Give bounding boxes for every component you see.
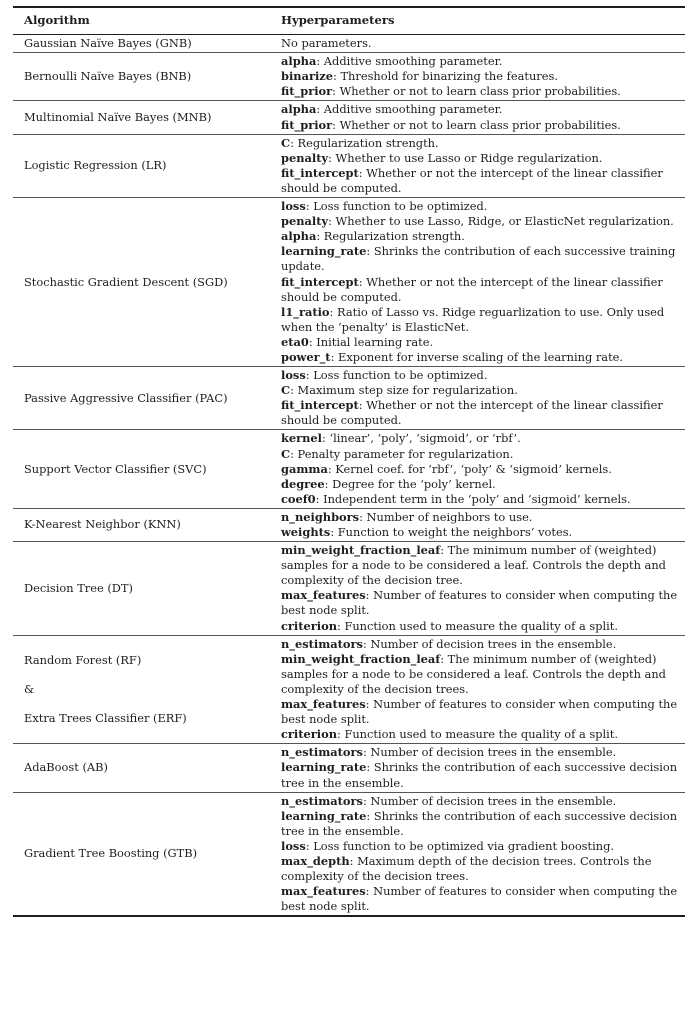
- hyperparameter-entry: [281, 697, 685, 727]
- hyperparameter-description: : Number of features to consider when computing the best node split.: [281, 884, 678, 914]
- hyperparameter-entry: [281, 760, 685, 790]
- hyperparameter-description: : Whether or not to learn class prior probabilities.: [332, 84, 621, 99]
- table-row: [13, 101, 685, 134]
- table-row: [13, 508, 685, 541]
- hyperparameter-name: fit_prior: [281, 84, 333, 99]
- hyperparameter-description: : ‘linear’, ‘poly’, ‘sigmoid’, or ‘rbf’.: [322, 431, 521, 446]
- hyperparameter-description: : Whether or not the intercept of the linear classifier should be computed.: [281, 398, 663, 428]
- algorithm-cell: [13, 53, 269, 101]
- table-row: [13, 744, 685, 792]
- hyperparameter-entry: [281, 350, 685, 365]
- hyperparameter-entry: [281, 492, 685, 507]
- hyperparameter-description: : Maximum step size for regularization.: [290, 383, 518, 398]
- hyperparameter-description: : Exponent for inverse scaling of the learning rate.: [330, 349, 624, 364]
- hyperparameter-description: : Number of features to consider when computing the best node split.: [281, 697, 678, 727]
- table-row: [13, 792, 685, 916]
- algorithm-name: Extra Trees Classifier (ERF): [24, 711, 187, 726]
- hyperparameter-description: : Kernel coef. for ‘rbf’, ‘poly’ & ‘sigmoid’ kernels.: [327, 461, 612, 476]
- hyperparameter-entry: [281, 727, 685, 742]
- algorithm-cell: [13, 198, 269, 367]
- hyperparameter-name: weights: [281, 525, 331, 539]
- hyperparameter-entry: [281, 84, 685, 99]
- table-row: [13, 367, 685, 430]
- hyperparameter-name: kernel: [281, 431, 322, 446]
- hyperparameter-name: learning_rate: [281, 244, 367, 259]
- hyperparameter-description: No parameters.: [281, 36, 372, 51]
- hyperparameter-name: C: [281, 383, 291, 398]
- hyperparameter-name: criterion: [281, 618, 337, 633]
- algorithm-name: Gradient Tree Boosting (GTB): [24, 846, 198, 861]
- hyperparameter-description: : Number of neighbors to use.: [359, 509, 533, 524]
- hyperparameter-name: loss: [281, 838, 306, 853]
- hyperparameter-description: : Loss function to be optimized via gradient boosting.: [305, 838, 614, 853]
- hyperparameter-description: : The minimum number of (weighted) samples for a node to be considered a leaf. Controls the depth and complexity of the decision trees.: [281, 651, 666, 696]
- hyperparameter-name: n_estimators: [281, 636, 363, 651]
- algorithm-name: K-Nearest Neighbor (KNN): [24, 517, 181, 532]
- hyperparameter-name: criterion: [281, 727, 337, 742]
- table-row: [13, 35, 685, 53]
- hyperparameter-description: : Independent term in the ‘poly’ and ‘sigmoid’ kernels.: [315, 491, 631, 506]
- hyperparameter-description: : Shrinks the contribution of each successive decision tree in the ensemble.: [281, 808, 678, 838]
- hyperparameters-cell: [269, 542, 685, 636]
- hyperparameter-name: degree: [281, 476, 325, 491]
- hyperparameter-name: loss: [281, 368, 306, 383]
- hyperparameter-entry: [281, 619, 685, 634]
- algorithm-name: Decision Tree (DT): [24, 580, 133, 595]
- hyperparameters-cell: [269, 508, 685, 541]
- algorithm-cell: [13, 367, 269, 430]
- hyperparameter-description: : Additive smoothing parameter.: [316, 102, 503, 117]
- hyperparameters-cell: [269, 53, 685, 101]
- algorithm-name: Support Vector Classifier (SVC): [24, 461, 207, 476]
- hyperparameters-cell: [269, 367, 685, 430]
- algorithm-column-header: Algorithm: [13, 7, 269, 35]
- hyperparameter-entry: [281, 525, 685, 540]
- hyperparameters-cell: [269, 744, 685, 792]
- hyperparameter-entry: [281, 136, 685, 151]
- hyperparameter-entry: [281, 54, 685, 69]
- hyperparameter-entry: [281, 884, 685, 914]
- hyperparameter-description: : Regularization strength.: [316, 229, 465, 244]
- hyperparameter-name: coef0: [281, 491, 316, 506]
- hyperparameter-description: : Whether to use Lasso or Ridge regularization.: [328, 150, 603, 165]
- hyperparameter-description: : The minimum number of (weighted) samples for a node to be considered a leaf. Controls the depth and complexity of the decision tree.: [281, 543, 666, 588]
- table-row: [13, 134, 685, 197]
- hyperparameters-cell: [269, 430, 685, 508]
- hyperparameter-entry: [281, 839, 685, 854]
- hyperparameter-entry: [281, 166, 685, 196]
- hyperparameter-entry: [281, 652, 685, 697]
- hyperparameter-description: : Function used to measure the quality of a split.: [336, 618, 618, 633]
- hyperparameter-name: eta0: [281, 334, 309, 349]
- hyperparameter-description: : Penalty parameter for regularization.: [290, 446, 514, 461]
- hyperparameter-entry: [281, 36, 685, 51]
- algorithm-name: Stochastic Gradient Descent (SGD): [24, 274, 228, 289]
- hyperparameter-table: [13, 6, 685, 917]
- hyperparameter-entry: [281, 447, 685, 462]
- hyperparameter-description: : Ratio of Lasso vs. Ridge reguarlization to use. Only used when the ‘penalty’ is ElasticNet.: [281, 304, 665, 334]
- hyperparameter-name: alpha: [281, 229, 317, 244]
- hyperparameter-description: : Number of features to consider when computing the best node split.: [281, 588, 678, 618]
- hyperparameter-entry: [281, 398, 685, 428]
- hyperparameter-name: fit_intercept: [281, 398, 359, 413]
- algorithm-cell: [13, 792, 269, 916]
- hyperparameters-column-header: Hyperparameters: [269, 7, 685, 35]
- hyperparameter-name: learning_rate: [281, 760, 367, 775]
- hyperparameter-name: max_features: [281, 697, 366, 712]
- algorithm-cell: [13, 101, 269, 134]
- hyperparameter-name: fit_prior: [281, 117, 333, 132]
- algorithm-name: Bernoulli Naïve Bayes (BNB): [24, 69, 192, 84]
- hyperparameter-description: : Whether or not to learn class prior probabilities.: [332, 117, 621, 132]
- hyperparameter-entry: [281, 118, 685, 133]
- algorithm-cell: [13, 134, 269, 197]
- hyperparameter-entry: [281, 229, 685, 244]
- hyperparameter-entry: [281, 199, 685, 214]
- hyperparameter-entry: [281, 244, 685, 274]
- hyperparameter-name: alpha: [281, 54, 317, 69]
- table-row: [13, 635, 685, 744]
- hyperparameter-description: : Threshold for binarizing the features.: [333, 69, 558, 84]
- hyperparameter-name: min_weight_fraction_leaf: [281, 651, 441, 666]
- hyperparameter-entry: [281, 275, 685, 305]
- hyperparameter-name: max_depth: [281, 853, 350, 868]
- table-row: [13, 542, 685, 636]
- table-row: [13, 430, 685, 508]
- hyperparameter-name: loss: [281, 199, 306, 214]
- hyperparameter-description: : Function to weight the neighbors’ votes.: [330, 525, 573, 539]
- hyperparameter-entry: [281, 305, 685, 335]
- hyperparameter-description: : Loss function to be optimized.: [305, 199, 488, 214]
- hyperparameter-name: fit_intercept: [281, 165, 359, 180]
- hyperparameter-name: min_weight_fraction_leaf: [281, 543, 441, 558]
- hyperparameter-description: : Initial learning rate.: [308, 334, 434, 349]
- hyperparameter-entry: [281, 383, 685, 398]
- hyperparameter-name: C: [281, 135, 291, 150]
- hyperparameter-entry: [281, 214, 685, 229]
- algorithm-name: &: [24, 681, 35, 696]
- hyperparameter-entry: [281, 510, 685, 525]
- hyperparameter-name: learning_rate: [281, 808, 367, 823]
- hyperparameters-cell: [269, 35, 685, 53]
- algorithm-name: Logistic Regression (LR): [24, 158, 167, 173]
- algorithm-name: Gaussian Naïve Bayes (GNB): [24, 36, 192, 51]
- algorithm-cell: [13, 430, 269, 508]
- hyperparameter-description: : Maximum depth of the decision trees. Controls the complexity of the decision trees.: [281, 853, 652, 884]
- hyperparameter-name: penalty: [281, 150, 329, 165]
- hyperparameter-description: : Degree for the ‘poly’ kernel.: [324, 476, 496, 491]
- algorithm-cell: [13, 35, 269, 53]
- hyperparameter-entry: [281, 69, 685, 84]
- hyperparameter-entry: [281, 588, 685, 618]
- table-body: [13, 35, 685, 917]
- hyperparameter-description: : Loss function to be optimized.: [305, 368, 488, 383]
- algorithm-cell: [13, 744, 269, 792]
- hyperparameter-name: binarize: [281, 69, 333, 84]
- hyperparameters-cell: [269, 101, 685, 134]
- table-row: [13, 53, 685, 101]
- hyperparameter-entry: [281, 809, 685, 839]
- hyperparameter-description: : Number of decision trees in the ensemble.: [362, 793, 617, 808]
- hyperparameter-description: : Number of decision trees in the ensemble.: [362, 636, 617, 651]
- hyperparameter-description: : Number of decision trees in the ensemble.: [362, 745, 617, 760]
- hyperparameters-cell: [269, 792, 685, 916]
- hyperparameter-name: n_estimators: [281, 745, 363, 760]
- hyperparameters-cell: [269, 198, 685, 367]
- hyperparameter-description: : Additive smoothing parameter.: [316, 54, 503, 69]
- hyperparameter-description: : Function used to measure the quality of a split.: [336, 727, 618, 742]
- hyperparameter-entry: [281, 854, 685, 884]
- hyperparameter-entry: [281, 431, 685, 446]
- hyperparameter-name: power_t: [281, 349, 331, 364]
- hyperparameter-description: : Regularization strength.: [290, 135, 439, 150]
- hyperparameter-entry: [281, 794, 685, 809]
- hyperparameter-description: : Shrinks the contribution of each successive decision tree in the ensemble.: [281, 760, 678, 790]
- hyperparameter-name: penalty: [281, 214, 329, 229]
- hyperparameter-entry: [281, 151, 685, 166]
- algorithm-name: Multinomial Naïve Bayes (MNB): [24, 110, 212, 125]
- algorithm-name: Random Forest (RF): [24, 652, 142, 667]
- hyperparameter-entry: [281, 102, 685, 117]
- algorithm-name: Passive Aggressive Classifier (PAC): [24, 390, 228, 405]
- algorithm-cell: [13, 508, 269, 541]
- hyperparameter-entry: [281, 477, 685, 492]
- hyperparameter-description: : Whether or not the intercept of the linear classifier should be computed.: [281, 274, 663, 304]
- hyperparameter-entry: [281, 368, 685, 383]
- hyperparameter-description: : Whether or not the intercept of the linear classifier should be computed.: [281, 165, 663, 195]
- hyperparameter-name: max_features: [281, 588, 366, 603]
- table-header-row: [13, 7, 685, 35]
- hyperparameter-name: C: [281, 446, 291, 461]
- hyperparameter-entry: [281, 462, 685, 477]
- algorithm-cell: [13, 542, 269, 636]
- hyperparameter-name: gamma: [281, 461, 328, 476]
- table-row: [13, 198, 685, 367]
- hyperparameter-name: l1_ratio: [281, 304, 330, 319]
- algorithm-name: AdaBoost (AB): [24, 760, 108, 775]
- hyperparameter-description: : Whether to use Lasso, Ridge, or ElasticNet regularization.: [328, 214, 674, 229]
- algorithm-cell: [13, 635, 269, 744]
- hyperparameter-name: fit_intercept: [281, 274, 359, 289]
- hyperparameters-cell: [269, 635, 685, 744]
- hyperparameter-entry: [281, 543, 685, 588]
- hyperparameter-name: alpha: [281, 102, 317, 117]
- hyperparameter-entry: [281, 637, 685, 652]
- hyperparameters-cell: [269, 134, 685, 197]
- hyperparameter-description: : Shrinks the contribution of each successive training update.: [281, 244, 676, 274]
- hyperparameter-entry: [281, 335, 685, 350]
- hyperparameter-entry: [281, 745, 685, 760]
- hyperparameter-name: max_features: [281, 884, 366, 899]
- hyperparameter-name: n_neighbors: [281, 509, 360, 524]
- hyperparameter-name: n_estimators: [281, 793, 363, 808]
